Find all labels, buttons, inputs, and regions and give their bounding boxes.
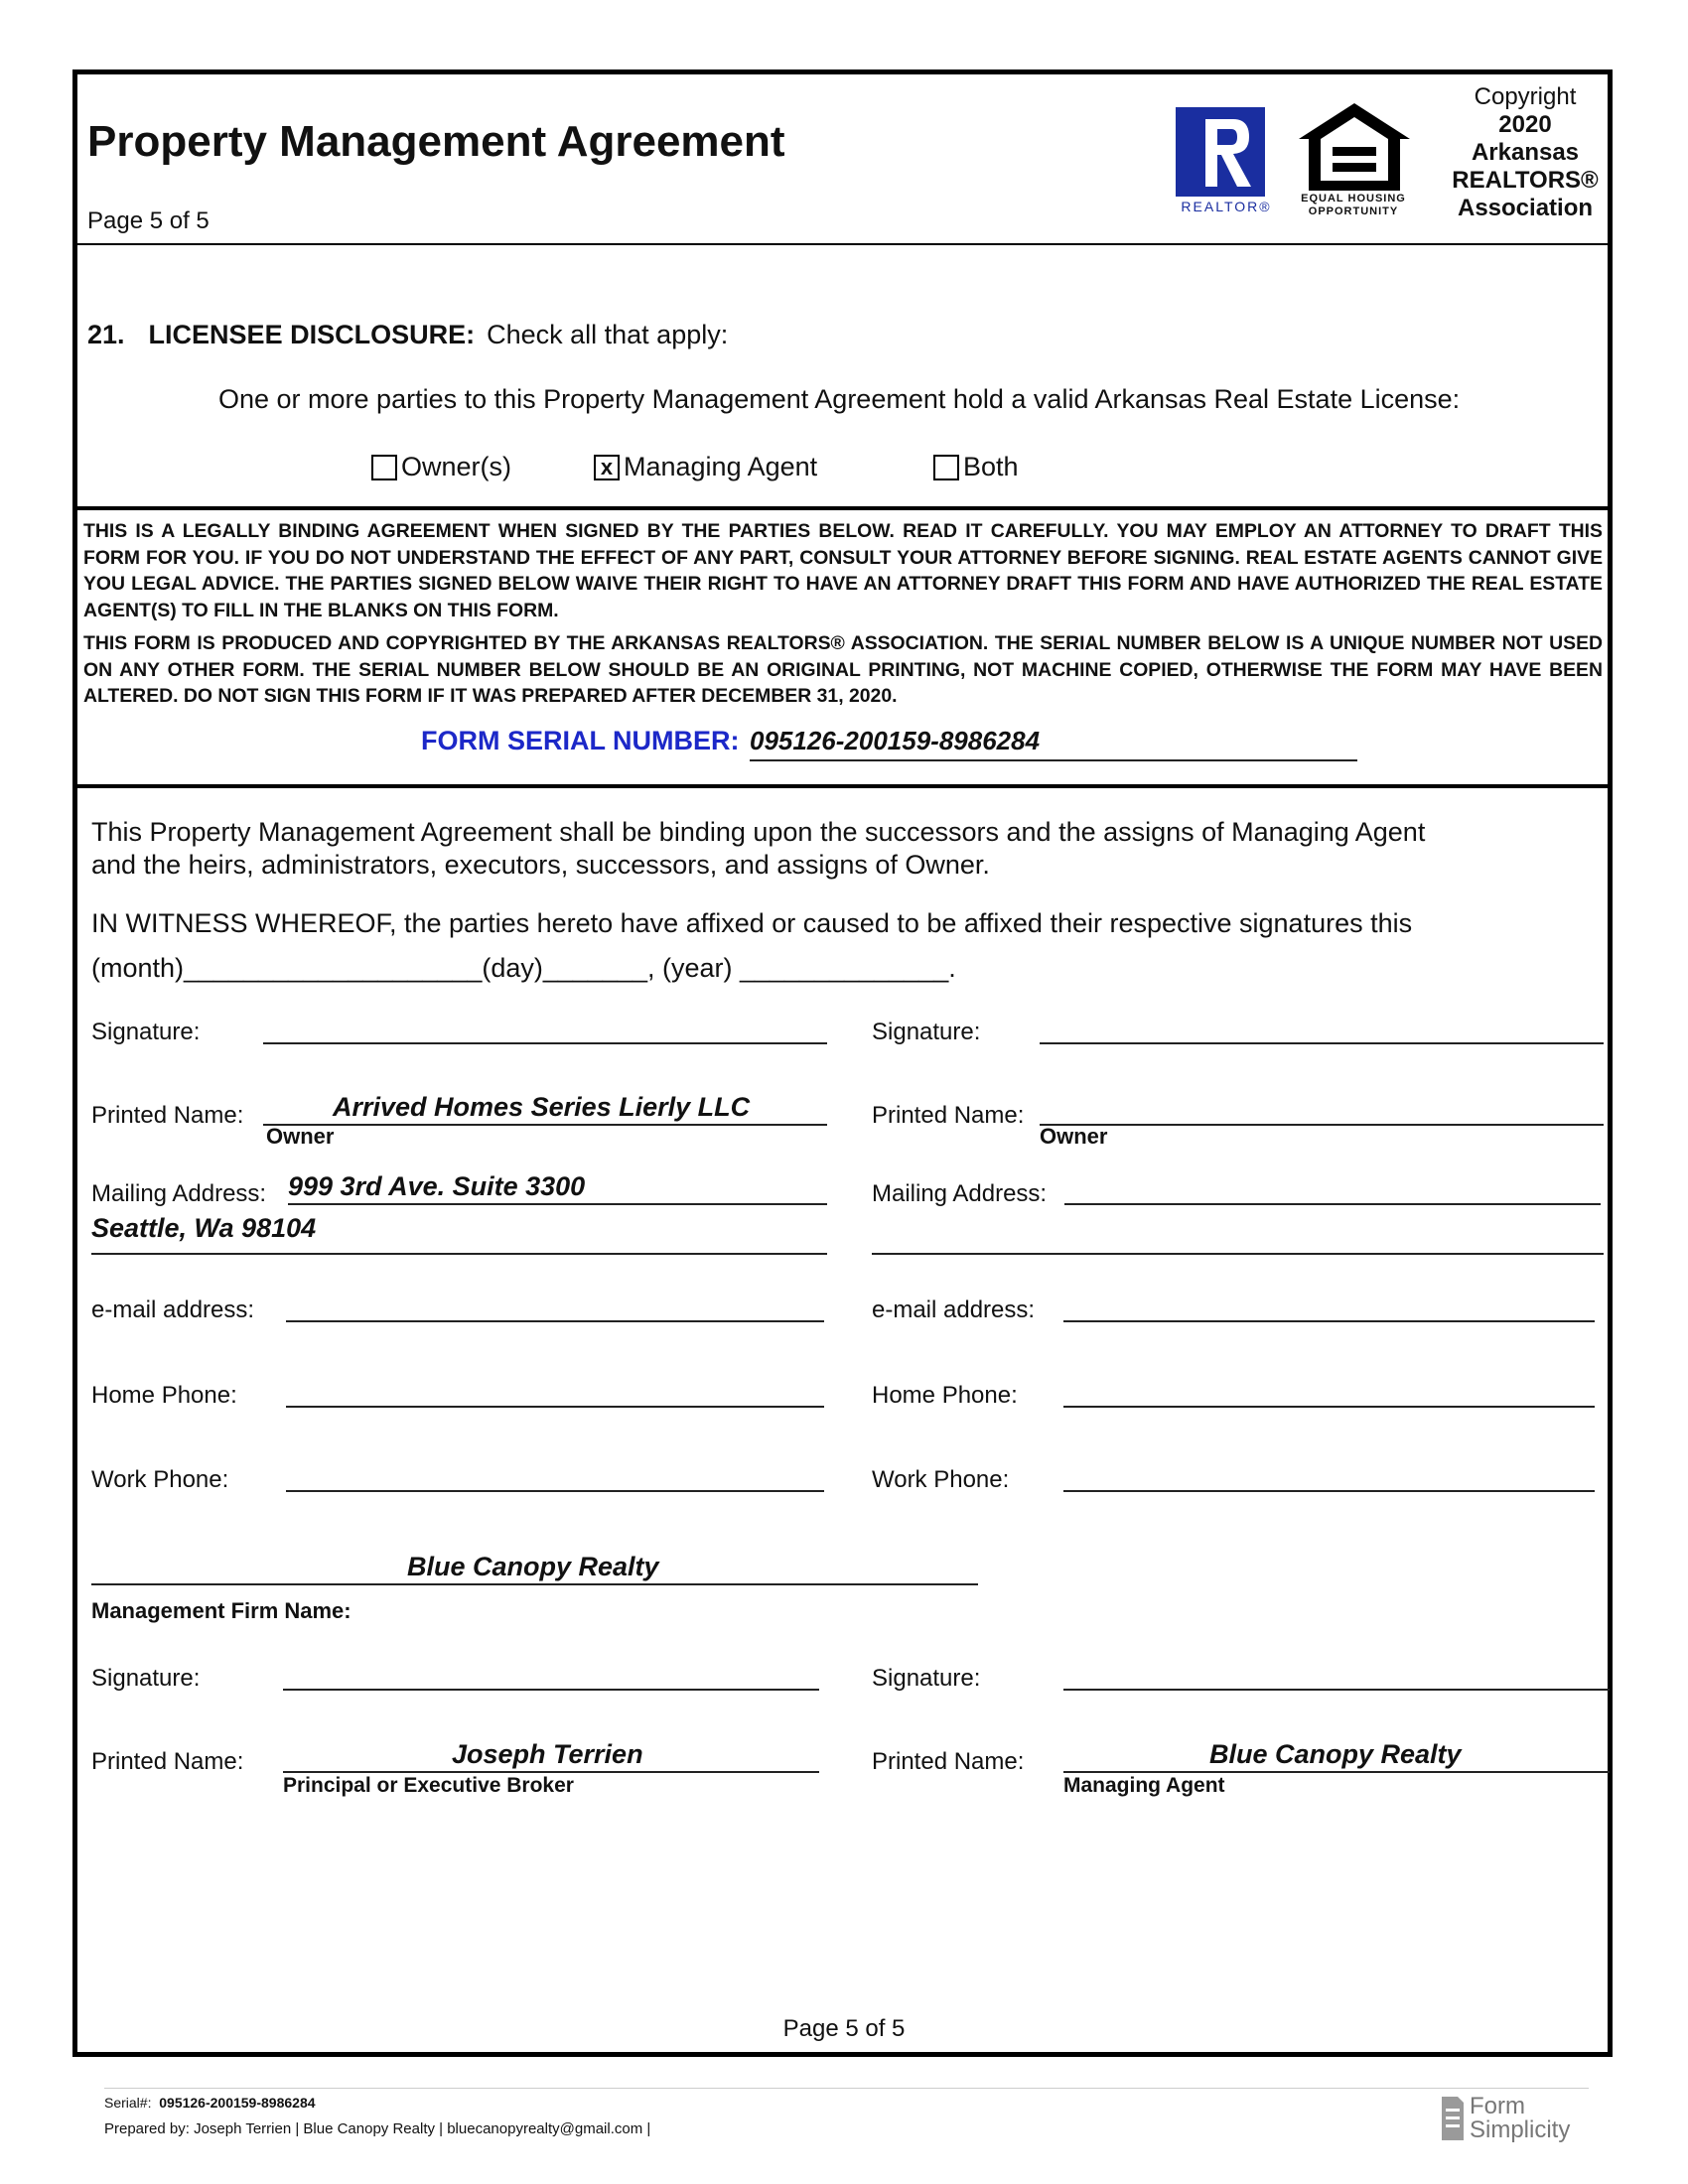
owner1-signature-label: Signature:	[91, 1019, 201, 1045]
broker-signature-label: Signature:	[91, 1665, 201, 1692]
form-simplicity-logo: Form Simplicity	[1440, 2095, 1570, 2142]
owner2-caption: Owner	[1040, 1124, 1108, 1149]
owner1-address-1: 999 3rd Ave. Suite 3300	[288, 1171, 586, 1201]
broker-printed-name: Joseph Terrien	[452, 1739, 643, 1769]
owner1-address-line[interactable]	[288, 1203, 827, 1205]
owner1-mailing-label: Mailing Address:	[91, 1180, 267, 1207]
owner1-work-phone-label: Work Phone:	[91, 1466, 229, 1493]
broker-caption: Principal or Executive Broker	[283, 1774, 574, 1797]
owner1-address-2: Seattle, Wa 98104	[91, 1213, 317, 1243]
broker-name-line[interactable]	[283, 1771, 819, 1773]
page-title: Property Management Agreement	[87, 117, 785, 166]
agent-caption: Managing Agent	[1063, 1774, 1225, 1797]
date-line[interactable]: (month)____________________(day)_______, (year) ______________.	[91, 953, 956, 983]
checkbox-box[interactable]	[933, 455, 959, 480]
legal-notice-1: THIS IS A LEGALLY BINDING AGREEMENT WHEN SIGNED BY THE PARTIES BELOW. READ IT CAREFULLY. YOU MAY EMPLOY AN ATTORNEY TO DRAFT THIS FORM FOR YOU. IF YOU DO NOT UNDERSTAND THE EFFECT OF ANY PART, CONSULT YOUR ATTORNEY BEFORE SIGNING. REAL ESTATE AGENTS CANNOT GIVE YOU LEGAL ADVICE. THE PARTIES SIGNED BELOW WAIVE THEIR RIGHT TO HAVE AN ATTORNEY DRAFT THIS FORM AND HAVE AUTHORIZED THE REAL ESTATE AGENT(S) TO FILL IN THE BLANKS ON THIS FORM.	[83, 520, 1603, 621]
checkbox-both[interactable]: Both	[933, 452, 1019, 482]
page-indicator-bottom: Page 5 of 5	[782, 2015, 906, 2042]
owner1-email-label: e-mail address:	[91, 1297, 255, 1323]
realtor-logo-icon	[1176, 107, 1265, 197]
owner1-work-phone-line[interactable]	[286, 1490, 824, 1492]
owner1-home-phone-label: Home Phone:	[91, 1382, 237, 1409]
agent-signature-label: Signature:	[872, 1665, 981, 1692]
owner1-printed-name: Arrived Homes Series Lierly LLC	[333, 1092, 751, 1122]
agent-printed-name: Blue Canopy Realty	[1209, 1739, 1462, 1769]
owner1-email-line[interactable]	[286, 1320, 824, 1322]
owner2-printed-name-label: Printed Name:	[872, 1102, 1025, 1129]
form-document-icon	[1440, 2095, 1466, 2142]
owner2-mailing-label: Mailing Address:	[872, 1180, 1048, 1207]
form-serial-value: 095126-200159-8986284	[750, 726, 1041, 755]
owner2-signature-label: Signature:	[872, 1019, 981, 1045]
management-firm-label: Management Firm Name:	[91, 1598, 352, 1623]
owner2-work-phone-line[interactable]	[1063, 1490, 1595, 1492]
binding-line-1: This Property Management Agreement shall be binding upon the successors and the assigns of Managing Agent	[91, 817, 1426, 847]
equal-housing-icon	[1293, 99, 1416, 195]
footer-serial: Serial#: 095126-200159-8986284	[104, 2095, 316, 2111]
owner2-name-line[interactable]	[1040, 1124, 1604, 1126]
owner1-home-phone-line[interactable]	[286, 1406, 824, 1408]
broker-signature-line[interactable]	[283, 1689, 819, 1691]
checkbox-box[interactable]: x	[594, 455, 620, 480]
checkbox-managing-agent[interactable]: x Managing Agent	[594, 452, 817, 482]
owner2-address-line-2[interactable]	[872, 1253, 1604, 1255]
owner2-signature-line[interactable]	[1040, 1042, 1604, 1044]
footer-divider	[104, 2088, 1589, 2089]
page-indicator: Page 5 of 5	[87, 207, 210, 234]
licensee-disclosure-heading: 21. LICENSEE DISCLOSURE: Check all that apply:	[87, 320, 729, 349]
owner2-work-phone-label: Work Phone:	[872, 1466, 1010, 1493]
checkbox-owners[interactable]: Owner(s)	[371, 452, 511, 482]
management-firm-name: Blue Canopy Realty	[407, 1552, 659, 1581]
owner2-home-phone-line[interactable]	[1063, 1406, 1595, 1408]
realtor-mark: REALTOR®	[1181, 199, 1272, 214]
agent-name-line[interactable]	[1063, 1771, 1610, 1773]
management-firm-line[interactable]	[91, 1583, 978, 1585]
legal-notice-2: THIS FORM IS PRODUCED AND COPYRIGHTED BY THE ARKANSAS REALTORS® ASSOCIATION. THE SERIAL NUMBER BELOW IS A UNIQUE NUMBER NOT USED ON ANY OTHER FORM. THE SERIAL NUMBER BELOW SHOULD BE AN ORIGINAL PRINTING, NOT MACHINE COPIED, OTHERWISE THE FORM MAY HAVE BEEN ALTERED. DO NOT SIGN THIS FORM IF IT WAS PREPARED AFTER DECEMBER 31, 2020.	[83, 632, 1603, 708]
owner1-name-line[interactable]	[263, 1124, 827, 1126]
owner1-printed-name-label: Printed Name:	[91, 1102, 244, 1129]
agent-printed-name-label: Printed Name:	[872, 1748, 1025, 1775]
legal-divider	[77, 784, 1608, 788]
owner2-email-label: e-mail address:	[872, 1297, 1036, 1323]
disclosure-divider	[77, 506, 1608, 510]
owner2-email-line[interactable]	[1063, 1320, 1595, 1322]
agent-signature-line[interactable]	[1063, 1689, 1610, 1691]
broker-printed-name-label: Printed Name:	[91, 1748, 244, 1775]
header-divider	[77, 243, 1608, 245]
owner1-address-line-2[interactable]	[91, 1253, 827, 1255]
form-serial-label: FORM SERIAL NUMBER:	[421, 726, 740, 755]
witness-text: IN WITNESS WHEREOF, the parties hereto have affixed or caused to be affixed their respective signatures this	[91, 908, 1413, 938]
equal-housing-text: EQUAL HOUSING OPPORTUNITY	[1301, 193, 1406, 217]
serial-underline	[750, 759, 1357, 761]
owner1-caption: Owner	[266, 1124, 335, 1149]
binding-line-2: and the heirs, administrators, executors, successors, and assigns of Owner.	[91, 850, 990, 880]
owner2-address-line[interactable]	[1064, 1203, 1601, 1205]
footer-prepared-by: Prepared by: Joseph Terrien | Blue Canopy Realty | bluecanopyrealty@gmail.com |	[104, 2120, 651, 2137]
copyright-block: Copyright 2020 Arkansas REALTORS® Association	[1452, 83, 1599, 221]
license-statement: One or more parties to this Property Management Agreement hold a valid Arkansas Real Estate License:	[218, 384, 1461, 414]
checkbox-box[interactable]	[371, 455, 397, 480]
owner1-signature-line[interactable]	[263, 1042, 827, 1044]
owner2-home-phone-label: Home Phone:	[872, 1382, 1018, 1409]
